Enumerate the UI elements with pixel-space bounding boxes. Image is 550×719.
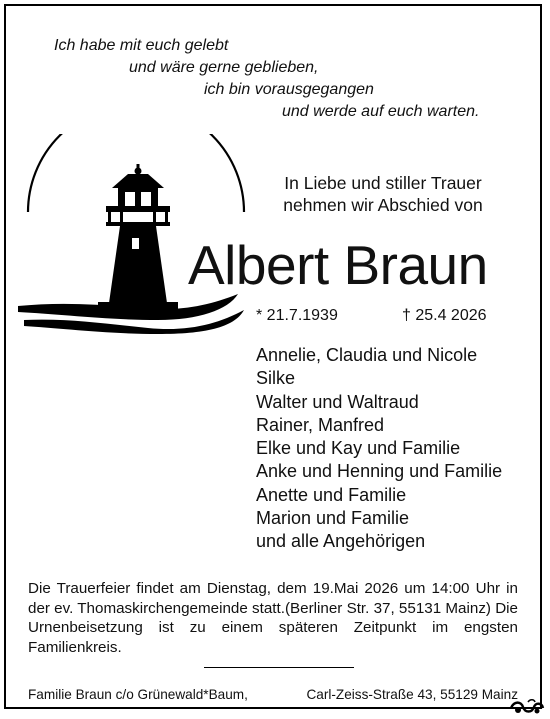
intro-line: nehmen wir Abschied von [283, 195, 483, 215]
list-item: Annelie, Claudia und Nicole [256, 345, 478, 365]
intro-text [250, 172, 516, 216]
footer-address: Carl-Zeiss-Straße 43, 55129 Mainz [306, 687, 518, 702]
birth-date: * 21.7.1939 [256, 307, 338, 324]
divider [204, 667, 354, 668]
list-item: Marion und Familie [256, 508, 410, 529]
poem [6, 6, 540, 126]
death-date: † 25.4 2026 [402, 307, 487, 324]
poem-line: und wäre gerne geblieben, [129, 59, 319, 76]
poem-line: und werde auf euch warten. [282, 103, 480, 120]
deceased-name: Albert Braun [188, 234, 488, 296]
poem-line: Ich habe mit euch gelebt [54, 37, 229, 54]
mourners-list [256, 344, 502, 554]
poem-line: ich bin vorausgegangen [204, 81, 374, 98]
list-item: Walter und Waltraud [256, 391, 419, 412]
list-item: und alle Angehörigen [256, 531, 426, 552]
list-item: Anette und Familie [256, 484, 407, 505]
intro-line: In Liebe und stiller Trauer [284, 173, 482, 193]
funeral-notice: Die Trauerfeier findet am Dienstag, dem 19.Mai 2026 um 14:00 Uhr in der ev. Thomaskirchengemeinde statt.(Berliner Str. 37, 55131 Mainz) Die Urnenbeisetzung ist zu einem späteren Zeitpunkt im engsten Familienkreis. [28, 580, 518, 656]
list-item: Elke und Kay und Familie [256, 438, 461, 459]
list-item: Silke [256, 368, 296, 389]
flourish-icon [508, 698, 546, 718]
obituary-card [4, 4, 542, 709]
footer-contact [28, 686, 518, 704]
footer-family: Familie Braun c/o Grünewald*Baum, [28, 687, 248, 702]
list-item: Anke und Henning und Familie [256, 461, 503, 482]
list-item: Rainer, Manfred [256, 414, 385, 435]
